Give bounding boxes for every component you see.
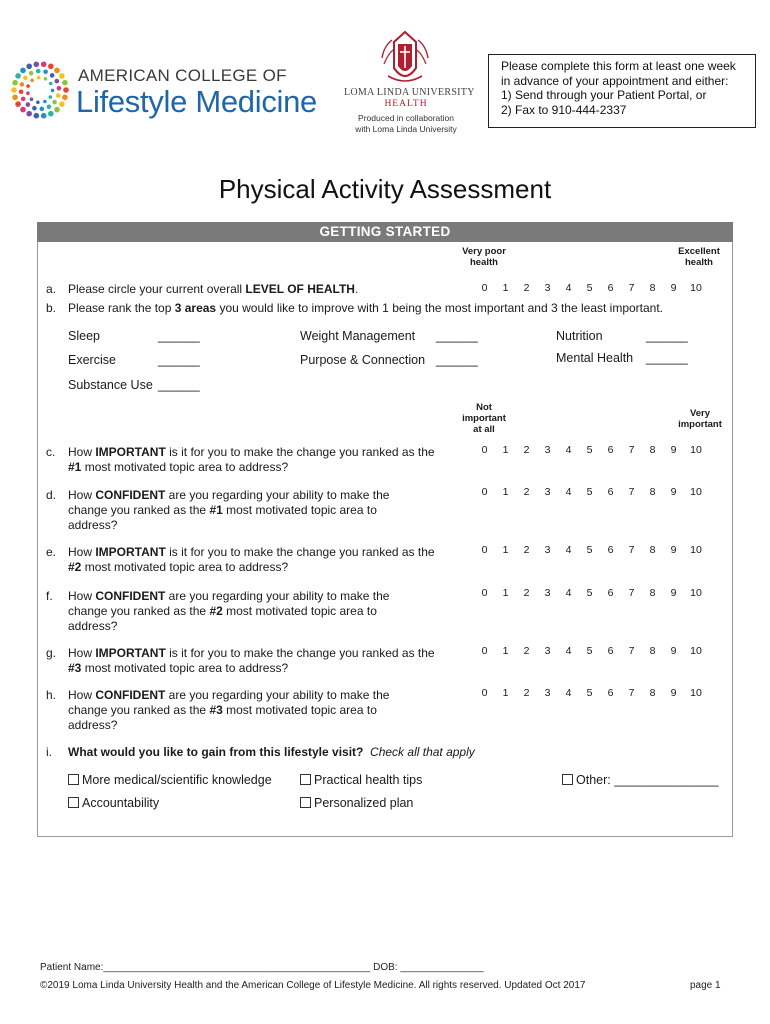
scale-option[interactable]: 5 (586, 645, 593, 657)
scale-option[interactable]: 9 (670, 587, 677, 599)
scale-option[interactable]: 2 (523, 486, 530, 498)
question-emphasis: #1 (68, 460, 82, 474)
question-letter: i. (46, 745, 52, 759)
scale-option[interactable]: 4 (565, 444, 572, 456)
option-label: Personalized plan (314, 796, 414, 810)
scale-option[interactable]: 0 (481, 587, 488, 599)
importance-low-line: important (462, 413, 506, 424)
question-text: Please rank the top (68, 301, 175, 315)
scale-option[interactable]: 3 (544, 544, 551, 556)
scale-option[interactable]: 6 (607, 486, 614, 498)
scale-option[interactable]: 5 (586, 486, 593, 498)
scale-low-label (448, 246, 520, 268)
scale-high-label (666, 246, 732, 268)
question-hint: Check all that apply (370, 745, 475, 759)
scale-option[interactable]: 6 (607, 587, 614, 599)
question-text: How (68, 488, 96, 502)
scale-option[interactable]: 10 (690, 645, 702, 657)
question-letter: h. (46, 688, 57, 702)
question-emphasis: What would you like to gain from this lifestyle visit? (68, 745, 364, 759)
question-f-text (68, 589, 418, 634)
question-h-scale[interactable] (474, 687, 708, 699)
scale-option[interactable]: 1 (502, 587, 509, 599)
scale-option[interactable]: 3 (544, 587, 551, 599)
scale-option[interactable]: 2 (523, 282, 530, 294)
instruction-line: 1) Send through your Patient Portal, or (501, 88, 707, 102)
collaboration-note (338, 113, 474, 135)
llu-name: LOMA LINDA UNIVERSITY (344, 87, 475, 98)
question-emphasis: #1 (209, 503, 223, 517)
area-exercise-rank[interactable]: ______ (158, 353, 200, 367)
question-letter: c. (46, 445, 56, 459)
checkbox[interactable] (562, 774, 573, 785)
llu-health: HEALTH (384, 99, 428, 109)
question-emphasis: IMPORTANT (95, 545, 166, 559)
scale-option[interactable]: 3 (544, 444, 551, 456)
scale-option[interactable]: 9 (670, 444, 677, 456)
copyright: ©2019 Loma Linda University Health and the American College of Lifestyle Medicine. All rights reserved. Updated Oct 2017 (40, 980, 586, 991)
scale-option[interactable]: 1 (502, 687, 509, 699)
question-emphasis: IMPORTANT (95, 445, 166, 459)
scale-option[interactable]: 4 (565, 687, 572, 699)
question-text: you would like to improve with 1 being the most important and 3 the least important. (216, 301, 664, 315)
scale-option[interactable]: 1 (502, 282, 509, 294)
question-c-scale[interactable] (474, 444, 708, 456)
scale-option[interactable]: 9 (670, 687, 677, 699)
acl-dots-logo (10, 58, 70, 122)
section-header: GETTING STARTED (37, 222, 733, 242)
scale-option[interactable]: 2 (523, 687, 530, 699)
area-mental-rank[interactable]: ______ (646, 351, 688, 365)
scale-option[interactable]: 4 (565, 486, 572, 498)
question-text: are you regarding your ability to make the change you ranked as the (68, 589, 390, 618)
importance-high-line: Very (689, 408, 711, 419)
question-b-text (68, 301, 663, 315)
question-text: How (68, 589, 96, 603)
scale-option[interactable]: 1 (502, 645, 509, 657)
scale-option[interactable]: 10 (690, 486, 702, 498)
option-other[interactable] (562, 773, 719, 787)
scale-option[interactable]: 6 (607, 645, 614, 657)
scale-option[interactable]: 2 (523, 587, 530, 599)
question-emphasis: #2 (209, 604, 223, 618)
question-text: How (68, 688, 96, 702)
checkbox[interactable] (300, 774, 311, 785)
question-letter: e. (46, 545, 57, 559)
scale-option[interactable]: 1 (502, 486, 509, 498)
importance-low-line: at all (473, 424, 495, 435)
question-text: is it for you to make the change you ranked as the (165, 545, 435, 559)
scale-low-line: health (470, 257, 498, 268)
scale-option[interactable]: 7 (628, 444, 635, 456)
scale-option[interactable]: 5 (586, 282, 593, 294)
importance-high-line: important (678, 419, 722, 430)
llu-crest-icon (374, 28, 436, 88)
question-emphasis: CONFIDENT (95, 688, 166, 702)
question-emphasis: LEVEL OF HEALTH (245, 282, 355, 296)
checkbox[interactable] (68, 774, 79, 785)
area-purpose-rank[interactable]: ______ (436, 353, 478, 367)
scale-option[interactable]: 6 (607, 544, 614, 556)
health-rating-scale[interactable] (474, 282, 708, 294)
option-accountability[interactable] (68, 796, 159, 810)
question-emphasis: CONFIDENT (95, 488, 166, 502)
scale-option[interactable]: 1 (502, 544, 509, 556)
question-text: most motivated topic area to address? (68, 703, 377, 732)
area-substance-label: Substance Use (68, 378, 153, 392)
scale-high-line: Excellent (678, 246, 720, 257)
area-exercise-label: Exercise (68, 353, 116, 367)
scale-option[interactable]: 10 (690, 282, 702, 294)
area-purpose-label: Purpose & Connection (300, 353, 426, 367)
instruction-line: Please complete this form at least one week (501, 59, 736, 73)
scale-option[interactable]: 10 (690, 544, 702, 556)
instructions-box (488, 54, 756, 128)
question-text: most motivated topic area to address? (68, 604, 377, 633)
scale-option[interactable]: 4 (565, 587, 572, 599)
collab-line1: Produced in collaboration (358, 113, 454, 123)
option-tips[interactable] (300, 773, 422, 787)
question-letter: d. (46, 488, 57, 502)
area-weight-rank[interactable]: ______ (436, 329, 478, 343)
scale-option[interactable]: 7 (628, 282, 635, 294)
question-e-text (68, 545, 438, 575)
scale-option[interactable]: 0 (481, 444, 488, 456)
scale-option[interactable]: 0 (481, 645, 488, 657)
instruction-line: 2) Fax to 910-444-2337 (501, 102, 627, 117)
question-g-scale[interactable] (474, 645, 708, 657)
scale-option[interactable]: 8 (649, 282, 656, 294)
question-letter: a. (46, 282, 57, 296)
question-text: How (68, 445, 96, 459)
area-nutrition-label: Nutrition (556, 329, 603, 343)
question-emphasis: #3 (209, 703, 223, 717)
scale-option[interactable]: 7 (628, 486, 635, 498)
scale-option[interactable]: 5 (586, 687, 593, 699)
question-e-scale[interactable] (474, 544, 708, 556)
scale-option[interactable]: 9 (670, 486, 677, 498)
scale-option[interactable]: 9 (670, 645, 677, 657)
question-emphasis: 3 areas (174, 301, 217, 315)
scale-option[interactable]: 10 (690, 587, 702, 599)
scale-option[interactable]: 8 (649, 687, 656, 699)
question-c-text (68, 445, 438, 475)
scale-option[interactable]: 3 (544, 282, 551, 294)
importance-low-label (452, 402, 516, 435)
acl-name-line2: Lifestyle Medicine (76, 84, 317, 119)
scale-option[interactable]: 4 (565, 645, 572, 657)
scale-option[interactable]: 8 (649, 544, 656, 556)
scale-option[interactable]: 5 (586, 587, 593, 599)
question-text: . (354, 282, 359, 296)
scale-option[interactable]: 5 (586, 544, 593, 556)
question-emphasis: CONFIDENT (95, 589, 166, 603)
scale-option[interactable]: 0 (481, 687, 488, 699)
scale-option[interactable]: 6 (607, 687, 614, 699)
question-text: most motivated topic area to address? (81, 460, 289, 474)
scale-option[interactable]: 8 (649, 444, 656, 456)
scale-option[interactable]: 7 (628, 687, 635, 699)
question-d-text (68, 488, 418, 533)
scale-option[interactable]: 0 (481, 282, 488, 294)
scale-option[interactable]: 1 (502, 444, 509, 456)
question-f-scale[interactable] (474, 587, 708, 599)
scale-option[interactable]: 3 (544, 486, 551, 498)
question-text: How (68, 646, 96, 660)
checkbox[interactable] (300, 797, 311, 808)
question-letter: g. (46, 646, 57, 660)
scale-option[interactable]: 8 (649, 587, 656, 599)
scale-option[interactable]: 4 (565, 544, 572, 556)
area-sleep-label: Sleep (68, 329, 100, 343)
question-text: is it for you to make the change you ranked as the (165, 445, 435, 459)
question-text: How (68, 545, 96, 559)
question-text: most motivated topic area to address? (81, 661, 289, 675)
question-a-text (68, 282, 358, 296)
scale-option[interactable]: 2 (523, 444, 530, 456)
patient-info-line[interactable]: Patient Name:________________________________________________ DOB: _______________ (40, 962, 484, 973)
question-text: is it for you to make the change you ranked as the (165, 646, 435, 660)
page-title: Physical Activity Assessment (218, 174, 552, 204)
scale-option[interactable]: 8 (649, 645, 656, 657)
importance-high-label (670, 408, 730, 430)
scale-option[interactable]: 9 (670, 544, 677, 556)
scale-option[interactable]: 10 (690, 444, 702, 456)
question-g-text (68, 646, 438, 676)
question-emphasis: IMPORTANT (95, 646, 166, 660)
question-letter: b. (46, 301, 57, 315)
instruction-line: in advance of your appointment and either: (501, 73, 729, 88)
scale-option[interactable]: 2 (523, 544, 530, 556)
option-label: More medical/scientific knowledge (82, 773, 272, 787)
option-knowledge[interactable] (68, 773, 272, 787)
question-emphasis: #2 (68, 560, 82, 574)
scale-option[interactable]: 3 (544, 645, 551, 657)
question-letter: f. (46, 589, 53, 603)
area-nutrition-rank[interactable]: ______ (646, 329, 688, 343)
option-label: Accountability (82, 796, 160, 810)
scale-low-line: Very poor (462, 246, 506, 257)
scale-option[interactable]: 9 (670, 282, 677, 294)
scale-option[interactable]: 8 (649, 486, 656, 498)
question-text: Please circle your current overall (68, 282, 246, 296)
question-d-scale[interactable] (474, 486, 708, 498)
scale-option[interactable]: 7 (628, 544, 635, 556)
area-weight-label: Weight Management (300, 329, 416, 343)
question-text: are you regarding your ability to make the change you ranked as the (68, 688, 390, 717)
scale-option[interactable]: 7 (628, 587, 635, 599)
question-text: most motivated topic area to address? (68, 503, 377, 532)
scale-option[interactable]: 4 (565, 282, 572, 294)
page-number: page 1 (690, 980, 721, 991)
scale-option[interactable]: 0 (481, 544, 488, 556)
question-emphasis: #3 (68, 661, 82, 675)
option-plan[interactable] (300, 796, 413, 810)
question-h-text (68, 688, 418, 733)
question-i-text (68, 745, 475, 759)
importance-low-line: Not (476, 402, 492, 413)
question-text: most motivated topic area to address? (81, 560, 289, 574)
area-mental-label: Mental Health (556, 351, 634, 365)
area-sleep-rank[interactable]: ______ (158, 329, 200, 343)
acl-name-line1: AMERICAN COLLEGE OF (78, 66, 287, 85)
scale-option[interactable]: 6 (607, 282, 614, 294)
scale-option[interactable]: 7 (628, 645, 635, 657)
scale-high-line: health (685, 257, 713, 268)
scale-option[interactable]: 2 (523, 645, 530, 657)
question-text: are you regarding your ability to make the change you ranked as the (68, 488, 390, 517)
checkbox[interactable] (68, 797, 79, 808)
option-label: Practical health tips (314, 773, 423, 787)
scale-option[interactable]: 0 (481, 486, 488, 498)
collab-line2: with Loma Linda University (355, 124, 457, 134)
scale-option[interactable]: 10 (690, 687, 702, 699)
option-label: Other: _______________ (576, 773, 719, 787)
scale-option[interactable]: 5 (586, 444, 593, 456)
scale-option[interactable]: 3 (544, 687, 551, 699)
scale-option[interactable]: 6 (607, 444, 614, 456)
area-substance-rank[interactable]: ______ (158, 378, 200, 392)
